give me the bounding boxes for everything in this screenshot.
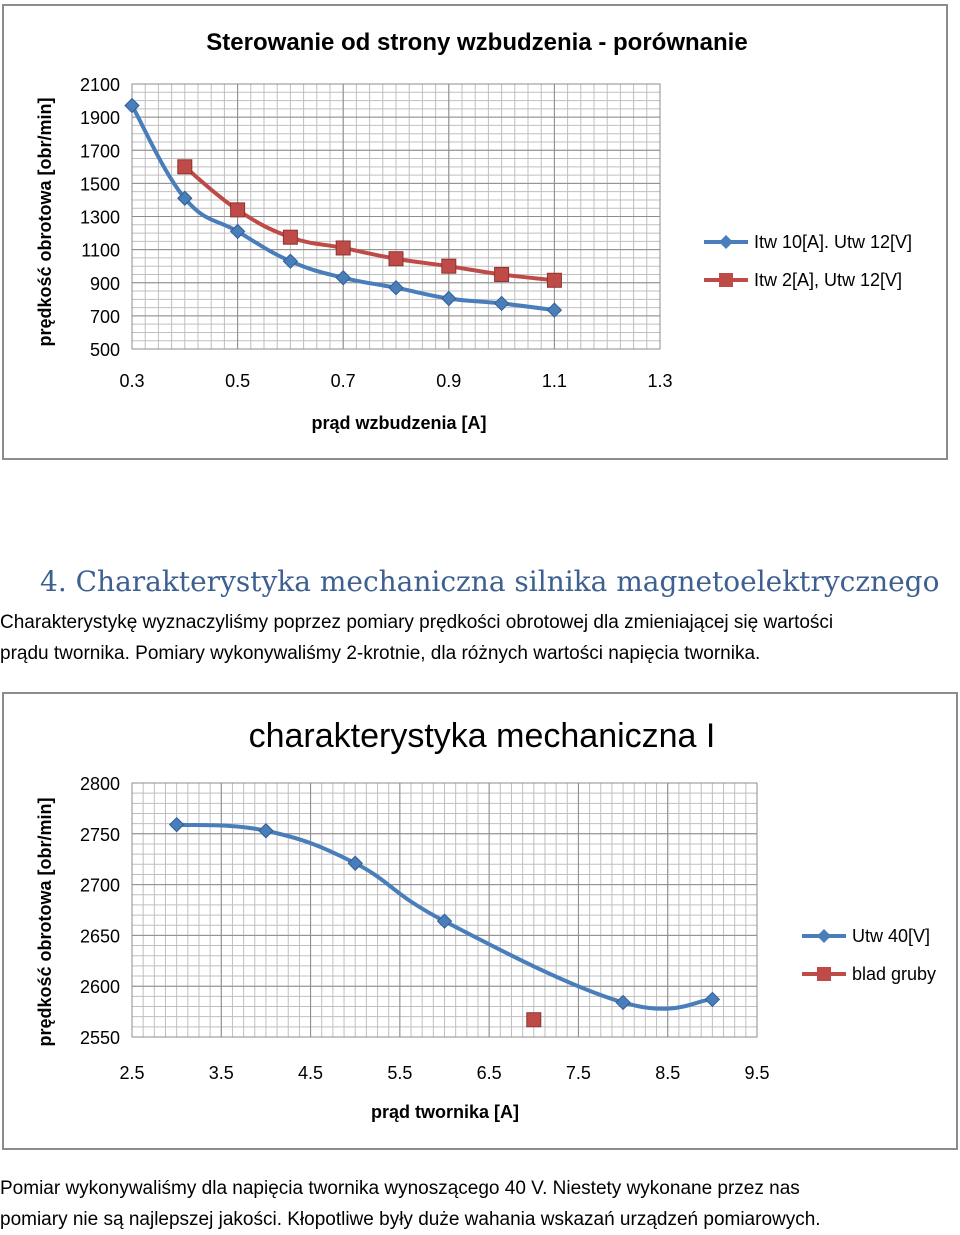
chart-1-series-2-point (495, 267, 509, 281)
chart-2-y-tick-label: 2750 (79, 824, 120, 845)
chart-1-x-axis-label: prąd wzbudzenia [A] (311, 413, 487, 433)
chart-2-legend-2-label: blad gruby (852, 964, 937, 984)
chart-2-y-tick-label: 2600 (79, 977, 120, 998)
chart-1-y-tick-label: 2100 (79, 75, 120, 95)
chart-2-legend-2-marker (817, 967, 831, 981)
chart-2-x-tick-label: 9.5 (744, 1063, 770, 1083)
chart-1-series-2-point (178, 160, 192, 174)
chart-1-legend-2-marker (719, 273, 733, 287)
chart-2-x-tick-label: 5.5 (387, 1063, 413, 1083)
chart-1-title: Sterowanie od strony wzbudzenia - porównanie (206, 29, 748, 56)
chart-1-y-tick-label: 1500 (79, 174, 120, 195)
chart-1-y-tick-label: 500 (89, 340, 120, 360)
chart-1-series-2-point (336, 241, 350, 255)
chart-1-series-2-point (283, 230, 297, 244)
chart-2-x-tick-label: 2.5 (119, 1063, 145, 1083)
chart-1-frame (2, 4, 948, 460)
chart-2-series-1-point (616, 995, 630, 1009)
chart-2-y-tick-label: 2800 (79, 774, 120, 794)
chart-1-x-tick-label: 0.7 (330, 371, 356, 391)
chart-1-y-tick-label: 1300 (79, 207, 120, 228)
chart-1-series-1-point (442, 291, 456, 305)
chart-2-frame (2, 692, 958, 1150)
chart-2-x-axis-label: prąd twornika [A] (370, 1102, 520, 1122)
chart-2-series-1-point (438, 914, 452, 928)
chart-2-series-1-point (170, 818, 184, 832)
chart-1-series-1-point (547, 303, 561, 317)
chart-1-y-axis-label: prędkość obrotowa [obr/min] (35, 97, 55, 347)
section-heading: 4. Charakterystyka mechaniczna silnika magnetoelektrycznego (40, 565, 940, 598)
chart-2-y-tick-label: 2550 (79, 1028, 120, 1048)
chart-2-legend-1-label: Utw 40[V] (852, 926, 931, 946)
chart-2-y-tick-label: 2650 (79, 926, 120, 947)
chart-2-series-1-point (348, 856, 362, 870)
chart-1-series-2-point (231, 203, 245, 217)
chart-1-series-2-point (389, 252, 403, 266)
chart-2-x-tick-label: 3.5 (208, 1063, 234, 1083)
chart-2-series-1-point (705, 992, 719, 1006)
chart-2-x-tick-label: 4.5 (298, 1063, 324, 1083)
chart-1-x-tick-label: 0.9 (436, 371, 462, 391)
chart-1-legend-1-label: Itw 10[A]. Utw 12[V] (754, 232, 913, 252)
chart-1-y-tick-label: 700 (89, 306, 120, 327)
chart-1-y-tick-label: 1700 (79, 141, 120, 162)
chart-2-series-2-point (527, 1013, 541, 1027)
chart-2-svg (4, 694, 960, 1152)
chart-2-x-tick-label: 6.5 (476, 1063, 502, 1083)
paragraph-1-line-1: Charakterystykę wyznaczyliśmy poprzez pomiary prędkości obrotowej dla zmieniającej się wartości (0, 612, 834, 633)
chart-1-legend-1-marker (719, 235, 733, 249)
paragraph-2-line-2: pomiary nie są najlepszej jakości. Kłopotliwe były duże wahania wskazań urządzeń pomiarowych. (0, 1209, 821, 1230)
chart-2-legend-1-marker (817, 929, 831, 943)
chart-2-x-tick-label: 8.5 (655, 1063, 681, 1083)
chart-2-y-tick-label: 2700 (79, 875, 120, 896)
chart-1-y-tick-label: 1900 (79, 108, 120, 129)
chart-1-y-tick-label: 1100 (81, 240, 120, 261)
paragraph-2-line-1: Pomiar wykonywaliśmy dla napięcia twornika wynoszącego 40 V. Niestety wykonane przez nas (0, 1178, 800, 1199)
chart-1-svg (4, 6, 950, 462)
chart-1-series-1-point (495, 296, 509, 310)
paragraph-1 (0, 607, 833, 669)
chart-2-x-tick-label: 7.5 (565, 1063, 591, 1083)
chart-2-title: charakterystyka mechaniczna I (248, 717, 716, 755)
chart-1-legend-2-label: Itw 2[A], Utw 12[V] (754, 270, 903, 290)
paragraph-1-line-2: prądu twornika. Pomiary wykonywaliśmy 2-krotnie, dla różnych wartości napięcia twornika. (0, 643, 761, 664)
chart-2-series-1-point (259, 824, 273, 838)
chart-1-x-tick-label: 0.5 (225, 371, 251, 391)
chart-1-y-tick-label: 900 (89, 273, 120, 294)
chart-1-x-tick-label: 0.3 (119, 371, 145, 391)
chart-1-x-tick-label: 1.1 (541, 371, 567, 391)
paragraph-2 (0, 1173, 821, 1235)
chart-1-series-2-point (442, 259, 456, 273)
chart-1-x-tick-label: 1.3 (647, 371, 673, 391)
chart-1-series-2-point (547, 273, 561, 287)
chart-2-y-axis-label: prędkość obrotowa [obr/min] (35, 797, 55, 1047)
